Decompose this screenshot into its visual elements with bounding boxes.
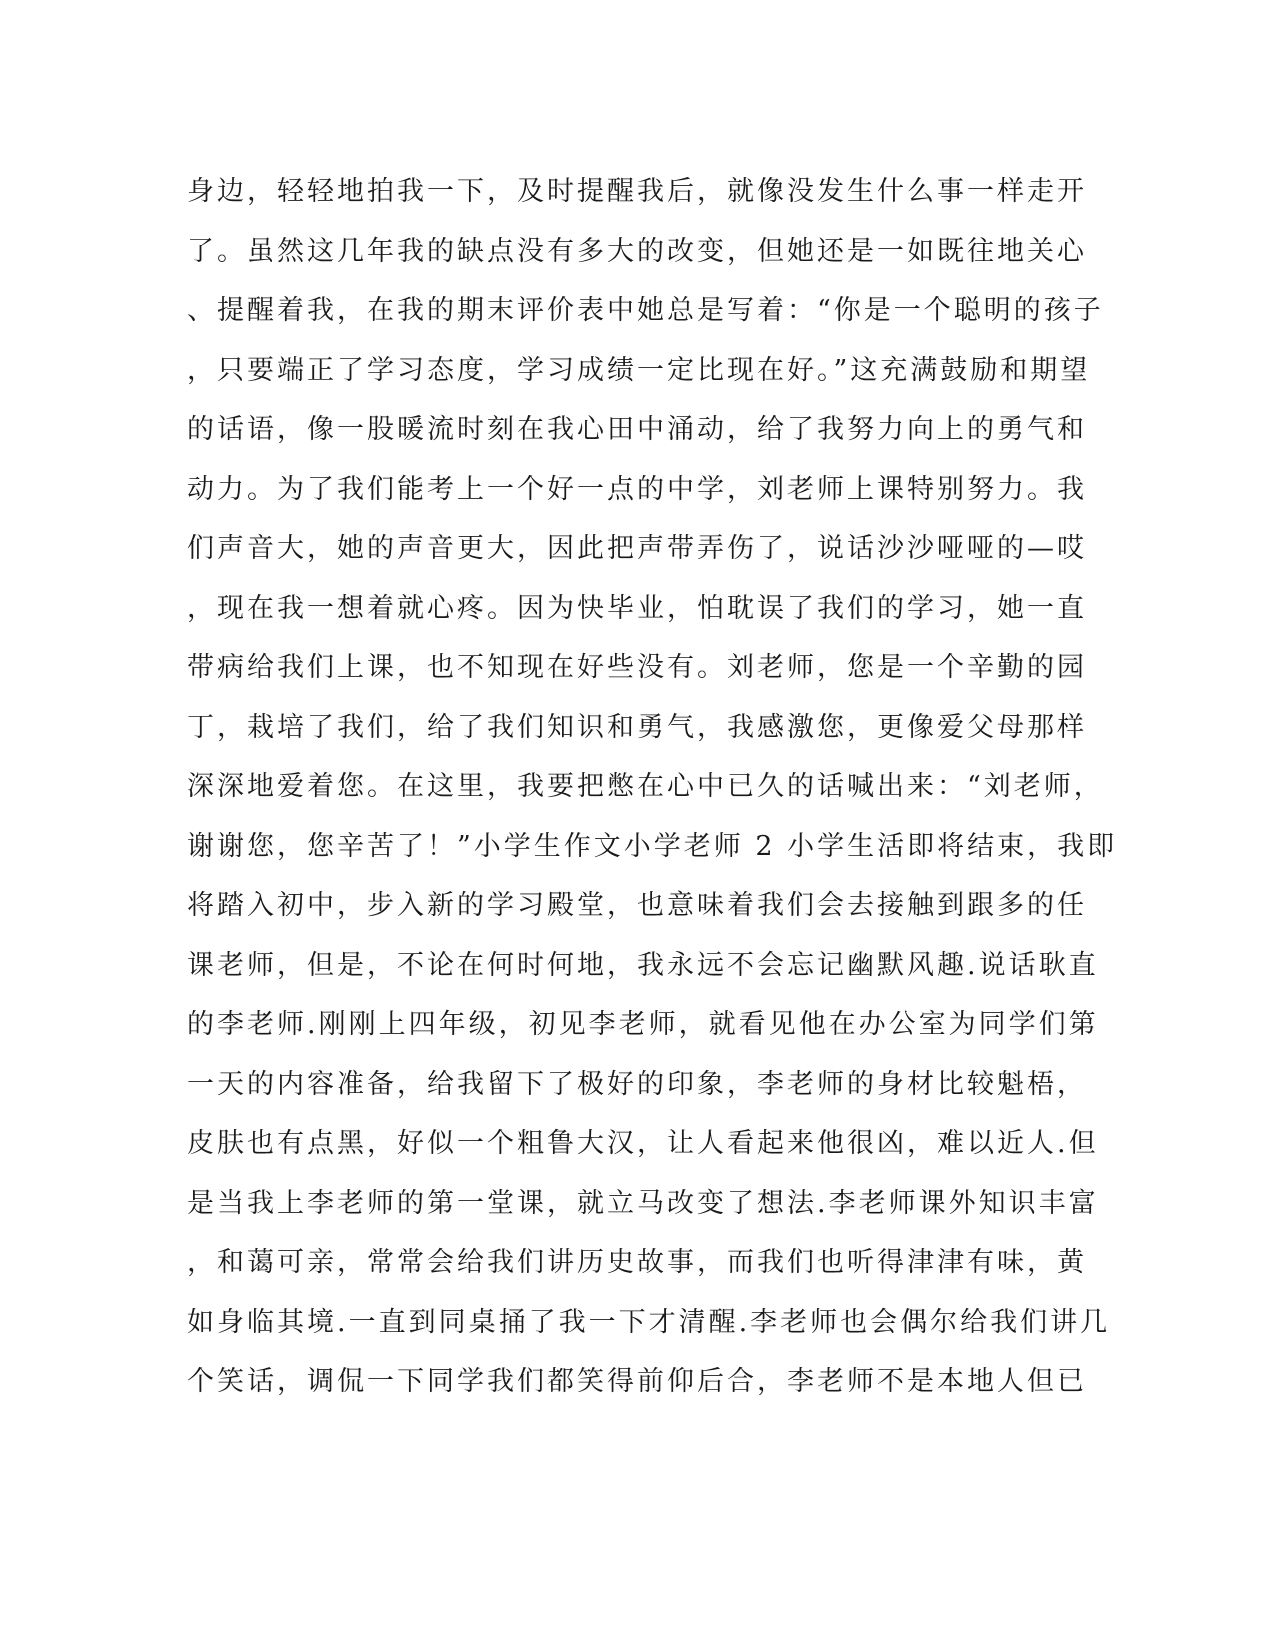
text-line: 带病给我们上课，也不知现在好些没有。刘老师，您是一个辛勤的园: [187, 652, 1087, 683]
text-line: ，现在我一想着就心疼。因为快毕业，怕耽误了我们的学习，她一直: [187, 592, 1087, 624]
text-line: ，只要端正了学习态度，学习成绩一定比现在好。”这充满鼓励和期望: [187, 354, 1091, 386]
text-line: ，和蔼可亲，常常会给我们讲历史故事，而我们也听得津津有味，黄: [187, 1247, 1087, 1278]
text-line: 是当我上李老师的第一堂课，就立马改变了想法.李老师课外知识丰富: [187, 1187, 1099, 1219]
text-line: 课老师，但是，不论在何时何地，我永远不会忘记幽默风趣.说话耿直: [187, 949, 1099, 981]
text-line: 动力。为了我们能考上一个好一点的中学，刘老师上课特别努力。我: [187, 473, 1087, 505]
text-line: 身边，轻轻地拍我一下，及时提醒我后，就像没发生什么事一样走开: [187, 176, 1087, 207]
text-line: 皮肤也有点黑，好似一个粗鲁大汉，让人看起来他很凶，难以近人.但: [187, 1128, 1099, 1159]
text-line: 、提醒着我，在我的期末评价表中她总是写着：“你是一个聪明的孩子: [187, 295, 1104, 326]
text-line: 将踏入初中，步入新的学习殿堂，也意味着我们会去接触到跟多的任: [187, 890, 1087, 921]
text-line: 了。虽然这几年我的缺点没有多大的改变，但她还是一如既往地关心: [187, 235, 1087, 267]
text-line: 们声音大，她的声音更大，因此把声带弄伤了，说话沙沙哑哑的—哎: [187, 533, 1087, 564]
text-line: 谢谢您，您辛苦了！”小学生作文小学老师 2 小学生活即将结束，我即: [187, 830, 1118, 862]
text-line: 的李老师.刚刚上四年级，初见李老师，就看见他在办公室为同学们第: [187, 1009, 1099, 1040]
text-line: 一天的内容准备，给我留下了极好的印象，李老师的身材比较魁梧，: [187, 1068, 1087, 1100]
text-line: 深深地爱着您。在这里，我要把憋在心中已久的话喊出来：“刘老师，: [187, 771, 1104, 802]
text-line: 丁，栽培了我们，给了我们知识和勇气，我感激您，更像爱父母那样: [187, 711, 1087, 743]
body-text: [187, 162, 1118, 1412]
text-line: 的话语，像一股暖流时刻在我心田中涌动，给了我努力向上的勇气和: [187, 414, 1087, 445]
text-line: 如身临其境.一直到同桌捅了我一下才清醒.李老师也会偶尔给我们讲几: [187, 1306, 1111, 1338]
text-line: 个笑话，调侃一下同学我们都笑得前仰后合，李老师不是本地人但已: [187, 1366, 1087, 1397]
